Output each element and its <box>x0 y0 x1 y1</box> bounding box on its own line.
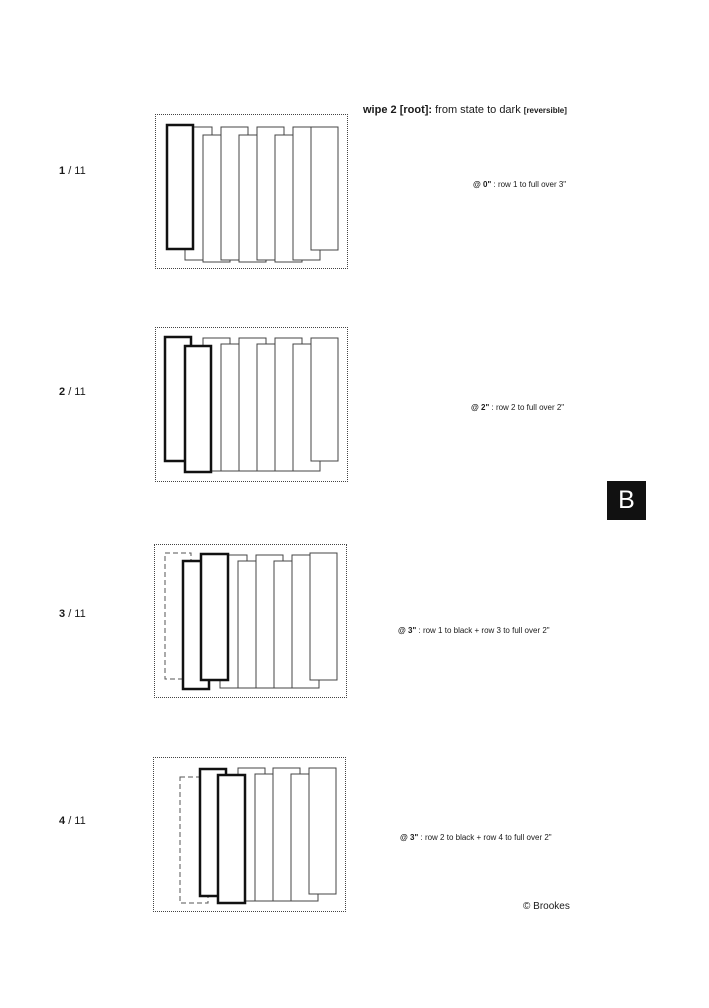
title-qualifier: [reversible] <box>523 106 567 115</box>
bar <box>309 768 336 894</box>
copyright: © Brookes <box>523 901 570 912</box>
step-diagram <box>154 544 347 698</box>
step-note <box>400 833 552 842</box>
step-description: : row 1 to black + row 3 to full over 2" <box>418 626 550 635</box>
step-description: : row 2 to black + row 4 to full over 2" <box>420 833 552 842</box>
bar-diagram <box>156 328 349 483</box>
bar-highlighted <box>201 554 228 680</box>
bar-highlighted <box>185 346 211 472</box>
step-note <box>471 403 564 412</box>
step-index: 2 <box>59 386 66 398</box>
step-note <box>398 626 550 635</box>
step-description: : row 1 to full over 3" <box>493 180 567 189</box>
step-total: / 11 <box>68 608 86 620</box>
step-total: / 11 <box>68 386 86 398</box>
step-number <box>59 608 86 620</box>
bar <box>311 338 338 461</box>
step-diagram <box>153 757 346 912</box>
title-text: from state to dark <box>435 104 521 116</box>
title-tag: [root]: <box>399 104 433 116</box>
step-number <box>59 165 86 177</box>
bar-highlighted <box>167 125 193 249</box>
step-description: : row 2 to full over 2" <box>491 403 565 412</box>
step-diagram <box>155 114 348 269</box>
section-badge: B <box>607 481 646 520</box>
step-number <box>59 815 86 827</box>
step-time: @ 2" <box>471 403 490 412</box>
step-index: 4 <box>59 815 66 827</box>
step-time: @ 3" <box>398 626 417 635</box>
step-diagram <box>155 327 348 482</box>
step-total: / 11 <box>68 165 86 177</box>
bar-highlighted <box>218 775 245 903</box>
step-total: / 11 <box>68 815 86 827</box>
step-note <box>473 180 566 189</box>
step-number <box>59 386 86 398</box>
bar-diagram <box>156 115 349 270</box>
step-time: @ 3" <box>400 833 419 842</box>
bar-diagram <box>154 758 347 913</box>
bar <box>311 127 338 250</box>
bar <box>310 553 337 680</box>
step-index: 1 <box>59 165 66 177</box>
page-title <box>363 104 567 116</box>
bar-diagram <box>155 545 348 699</box>
title-name: wipe 2 <box>363 104 397 116</box>
step-index: 3 <box>59 608 66 620</box>
step-time: @ 0" <box>473 180 492 189</box>
